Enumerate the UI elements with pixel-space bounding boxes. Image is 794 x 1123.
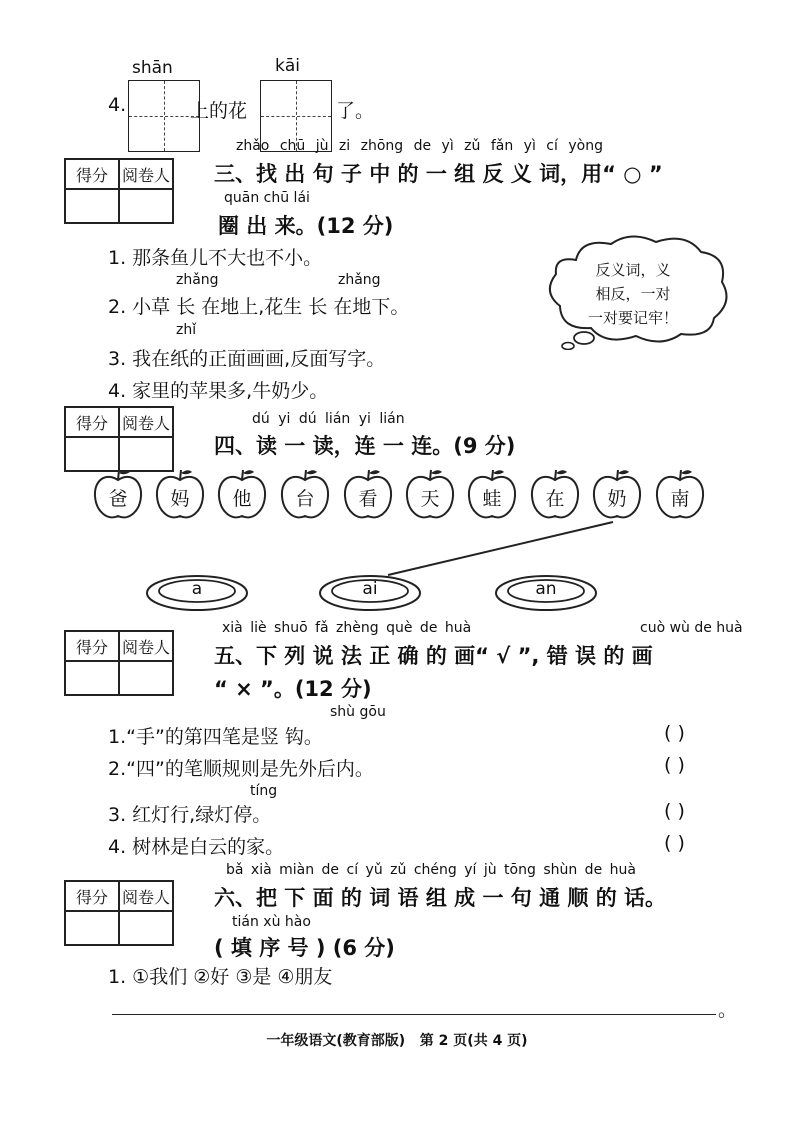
s3-item-3: 3. 我在纸的正面画画,反面写字。 xyxy=(108,348,386,370)
answer-paren-3[interactable]: ( ) xyxy=(664,800,685,822)
s6-pinyin-2: tián xù hào xyxy=(232,914,311,930)
s3-item2-pinyin-a: zhǎng xyxy=(176,272,219,288)
answer-paren-4[interactable]: ( ) xyxy=(664,832,685,854)
s3-item-1: 1. 那条鱼儿不大也不小。 xyxy=(108,247,323,269)
apple-char: 台 xyxy=(295,488,315,510)
s6-item-1: 1. ①我们 ②好 ③是 ④朋友 xyxy=(108,966,333,988)
grader-cell[interactable] xyxy=(119,661,173,695)
plate-1[interactable] xyxy=(145,574,249,612)
answer-paren-2[interactable]: ( ) xyxy=(664,754,685,776)
score-label: 得分 xyxy=(65,159,119,189)
plate-2[interactable] xyxy=(318,574,422,612)
grader-label: 阅卷人 xyxy=(119,631,173,661)
score-box-6 xyxy=(64,880,174,946)
score-label: 得分 xyxy=(65,631,119,661)
s6-pinyin-1: bǎ xià miàn de cí yǔ zǔ chéng yí jù tōng shùn de huà xyxy=(226,862,636,878)
s5-item-4: 4. 树林是白云的家。 xyxy=(108,836,285,858)
s4-pinyin: dú yi dú lián yi lián xyxy=(252,411,405,427)
s5-pinyin-1: xià liè shuō fǎ zhèng què de huà xyxy=(222,620,472,636)
apple-char: 他 xyxy=(232,488,252,510)
s3-pinyin-2: quān chū lái xyxy=(224,190,310,206)
page-footer: 一年级语文(教育部版) 第 2 页(共 4 页) xyxy=(266,1033,528,1049)
s3-item-2: 2. 小草 长 在地上,花生 长 在地下。 xyxy=(108,296,410,318)
apple-char: 天 xyxy=(420,488,440,510)
grader-label: 阅卷人 xyxy=(119,159,173,189)
plate-label: an xyxy=(535,579,557,599)
s3-item-4: 4. 家里的苹果多,牛奶少。 xyxy=(108,380,329,402)
s5-item-3: 3. 红灯行,绿灯停。 xyxy=(108,804,272,826)
s5-item-1: 1.“手”的第四笔是竖 钩。 xyxy=(108,726,323,748)
grader-label: 阅卷人 xyxy=(119,407,173,437)
q4-end-text: 了。 xyxy=(336,100,375,122)
q4-pinyin-1: shān xyxy=(132,58,173,78)
score-label: 得分 xyxy=(65,881,119,911)
apple-char: 奶 xyxy=(607,488,627,510)
bubble-line-1: 反义词，义 xyxy=(595,261,671,279)
plate-3[interactable] xyxy=(494,574,598,612)
s5-title-1: 五、下 列 说 法 正 确 的 画“ √ ”, 错 误 的 画 xyxy=(214,644,653,668)
s4-title: 四、读 一 读，连 一 连。(9 分) xyxy=(214,434,516,458)
apple-char: 在 xyxy=(545,488,565,510)
score-cell[interactable] xyxy=(65,911,119,945)
plate-label: a xyxy=(191,579,203,599)
grader-label: 阅卷人 xyxy=(119,881,173,911)
s6-title-1: 六、把 下 面 的 词 语 组 成 一 句 通 顺 的 话。 xyxy=(214,886,667,910)
apple-char: 妈 xyxy=(170,488,190,510)
s3-pinyin-1: zhǎo chū jù zi zhōng de yì zǔ fǎn yì cí yòng xyxy=(236,138,603,154)
s5-item3-pinyin: tíng xyxy=(250,783,278,799)
q4-middle-text: 上的花 xyxy=(190,100,248,122)
q4-pinyin-2: kāi xyxy=(275,56,300,76)
answer-line[interactable] xyxy=(112,1014,716,1015)
s3-title-2: 圈 出 来。(12 分) xyxy=(218,214,394,238)
apple-char: 看 xyxy=(358,488,378,510)
apple-char: 蛙 xyxy=(482,488,502,510)
grader-cell[interactable] xyxy=(119,911,173,945)
s6-title-2: ( 填 序 号 ) (6 分) xyxy=(214,936,395,960)
s5-item1-pinyin: shù gōu xyxy=(330,704,386,720)
apple-char: 南 xyxy=(670,488,690,510)
s3-item2-pinyin-b: zhǎng xyxy=(338,272,381,288)
q4-number: 4. xyxy=(108,94,127,116)
s3-item3-pinyin: zhǐ xyxy=(176,322,197,338)
bubble-line-3: 一对要记牢！ xyxy=(587,309,678,327)
plate-label: ai xyxy=(362,579,378,599)
answer-end-mark: 。 xyxy=(718,999,738,1021)
bubble-line-2: 相反，一对 xyxy=(595,285,671,303)
score-label: 得分 xyxy=(65,407,119,437)
answer-paren-1[interactable]: ( ) xyxy=(664,722,685,744)
s5-pinyin-1b: cuò wù de huà xyxy=(640,620,743,636)
score-cell[interactable] xyxy=(65,661,119,695)
s5-title-2: “ × ”。(12 分) xyxy=(214,677,372,701)
score-box-5 xyxy=(64,630,174,696)
apple-char: 爸 xyxy=(108,488,128,510)
s3-title-1: 三、找 出 句 子 中 的 一 组 反 义 词，用“ ○ ” xyxy=(214,162,663,186)
s5-item-2: 2.“四”的笔顺规则是先外后内。 xyxy=(108,758,374,780)
